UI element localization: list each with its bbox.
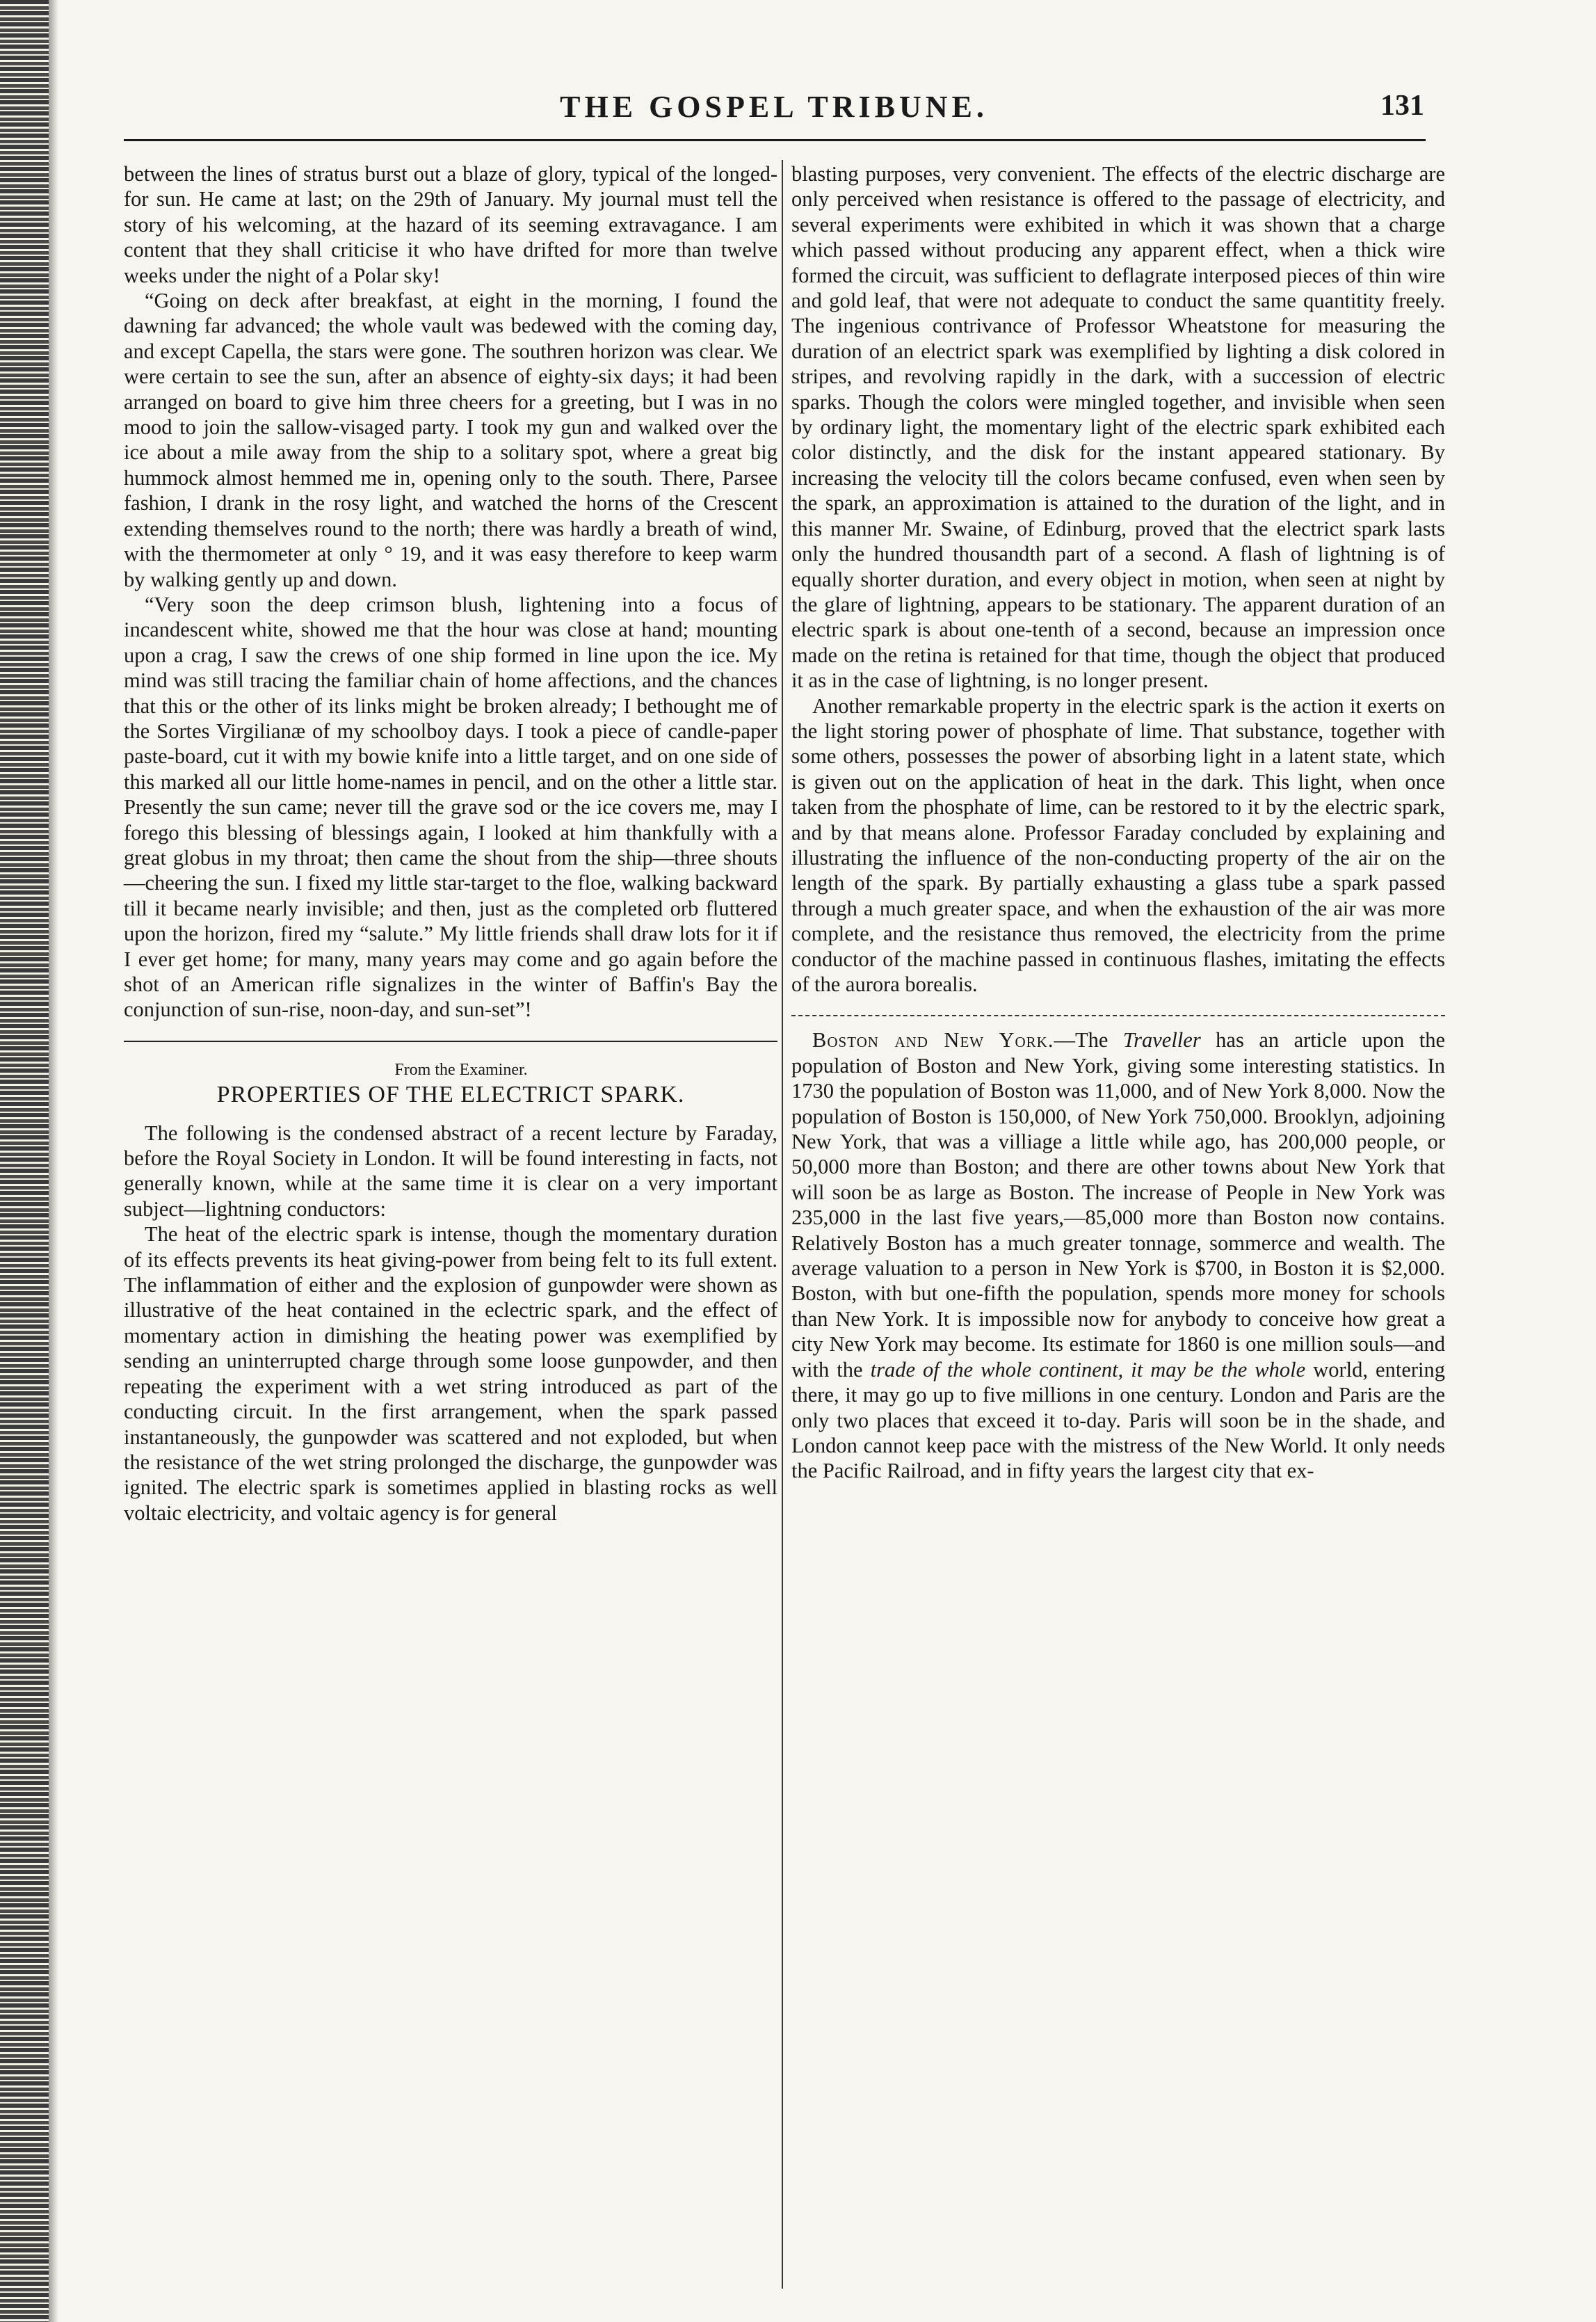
newspaper-name: Traveller [1122, 1028, 1201, 1052]
section-divider [791, 1015, 1445, 1016]
news-item-dash: —The [1054, 1028, 1123, 1052]
column-divider [782, 160, 783, 2289]
news-item-italic-text: trade of the whole continent, it may be the whole [870, 1357, 1306, 1382]
source-attribution: From the Examiner. [394, 1060, 528, 1079]
binding-shadow [49, 0, 58, 2322]
news-item-text-end: world, entering there, it may go up to five millions in one century. London and Paris are the only two places that exceed it to-day. Paris will soon be in the shade, and London cannot keep pace with the mistress of the New World. It only needs the Pacific Railroad, and in fifty years the largest city that ex- [791, 1357, 1445, 1483]
page-header [124, 89, 1424, 131]
paragraph: The following is the condensed abstract of a recent lecture by Faraday, before the Royal Society in London. It will be found interesting in facts, not generally known, while at the same time it is clear on a very important subject—lightning conductors: [124, 1121, 777, 1221]
paragraph: between the lines of stratus burst out a blaze of glory, typical of the longed-for sun. He came at last; on the 29th of January. My journal must tell the story of his welcoming, at the hazard of its seeming extravagance. I am content that they shall criticise it who have drifted for more than twelve weeks under the night of a Polar sky! [124, 162, 777, 287]
left-column [124, 161, 777, 2290]
news-item-boston-new-york [791, 1027, 1445, 1483]
header-rule [124, 139, 1426, 141]
page-number: 131 [1380, 90, 1424, 122]
section-divider [124, 1041, 777, 1042]
paragraph: “Very soon the deep crimson blush, lightening into a focus of incandescent white, showed me that the hour was close at hand; mounting upon a crag, I saw the crews of one ship formed in line upon the ice. My mind was still tracing the familiar chain of home affections, and the chances that this or the other of its links might be broken already; I bethought me of the Sortes Virgilianæ of my schoolboy days. I took a piece of candle-paper paste-board, cut it with my bowie knife into a little target, and on one side of this marked all our little home-names in pencil, and on the other a little star. Presently the sun came; never till the grave sod or the ice covers me, may I forego this blessing of blessings again, I looked at him thankfully with a great globus in my throat; then came the shout from the ship—three shouts—cheering the sun. I fixed my little star-target to the floe, walking backward till it became nearly invisible; and then, just as the completed orb fluttered upon the horizon, fired my “salute.” My little friends shall draw lots for it if I ever get home; for many, many years may come and go again before the shot of an American rifle signalizes in the winter of Baffin's Bay the conjunction of sun-rise, noon-day, and sun-set”! [124, 592, 777, 1022]
right-column [791, 161, 1445, 2290]
paragraph: The heat of the electric spark is intense, though the momentary duration of its effects prevents its heat giving-power from being felt to its full extent. The inflammation of either and the explosion of gunpowder were shown as illustrative of the heat contained in the eclectric spark, and the effect of momentary action in dimishing the heating power was exemplified by sending an uninterrupted charge through some loose gunpowder, and then repeating the experiment with a wet string introduced as part of the conducting circuit. In the first arrangement, when the spark passed instantaneously, the gunpowder was scattered and not exploded, but when the resistance of the wet string prolonged the discharge, the gunpowder was ignited. The electric spark is sometimes applied in blasting rocks as well voltaic electricity, and voltaic agency is for general [124, 1222, 777, 1525]
news-item-text: has an article upon the population of Boston and New York, giving some interesting statistics. In 1730 the population of Boston was 11,000, and of New York 8,000. Now the population of Boston is 150,000, of New York 750,000. Brooklyn, adjoining New York, that was a villiage a little while ago, has 200,000 people, or 50,000 more than Boston; and there are other towns about New York that will soon be as large as Boston. The increase of People in New York was 235,000 in the last five years,—85,000 more than Boston now contains. Relatively Boston has a much greater tonnage, sommerce and wealth. The average valuation to a person in New York is $700, in Boston it is $2,000. Boston, with but one-fifth the population, spends more money for schools than New York. It is impossible now for anybody to conceive how great a city New York may become. Its estimate for 1860 is one million souls—and with the [791, 1028, 1446, 1382]
news-item-heading: Boston and New York. [812, 1028, 1054, 1052]
book-binding-edge [0, 0, 49, 2322]
paragraph: blasting purposes, very convenient. The effects of the electric discharge are only perceived when resistance is offered to the passage of electricity, and several experiments were exhibited in which it was shown that a charge which passed without producing any apparent effect, when a thick wire formed the circuit, was sufficient to deflagrate interposed pieces of thin wire and gold leaf, that were not adequate to conduct the same quantitity freely. The ingenious contrivance of Professor Wheatstone for measuring the duration of an electrict spark was exemplified by lighting a disk colored in stripes, and revolving rapidly in the dark, with a succession of electric sparks. Though the colors were mingled together, and invisible when seen by ordinary light, the momentary light of the electric spark exhibited each color distinctly, and the disk for the instant appeared stationary. By increasing the velocity till the colors became confused, even when seen by the spark, an approximation is attained to the duration of the light, and in this manner Mr. Swaine, of Edinburg, proved that the electrict spark lasts only the hundred thousandth part of a second. A flash of lightning is of equally shorter duration, and every object in motion, when seen at night by the glare of lightning, appears to be stationary. The apparent duration of an electric spark is about one-tenth of a second, because an impression once made on the retina is retained for that time, though the object that produced it as in the case of lightning, is no longer present. [791, 162, 1445, 693]
running-title: THE GOSPEL TRIBUNE. [560, 90, 988, 124]
paragraph: “Going on deck after breakfast, at eight in the morning, I found the dawning far advanced; the whole vault was bedewed with the coming day, and except Capella, the stars were gone. The southren horizon was clear. We were certain to see the sun, after an absence of eighty-six days; it had been arranged on board to give him three cheers for a greeting, but I was in no mood to join the sallow-visaged party. I took my gun and walked over the ice about a mile away from the ship to a solitary spot, where a great big hummock almost hemmed me in, opening only to the south. There, Parsee fashion, I drank in the rosy light, and watched the horns of the Crescent extending themselves round to the north; there was hardly a breath of wind, with the thermometer at only ° 19, and it was easy therefore to keep warm by walking gently up and down. [124, 289, 777, 591]
article-title: PROPERTIES OF THE ELECTRICT SPARK. [216, 1082, 685, 1108]
paragraph: Another remarkable property in the electric spark is the action it exerts on the light storing power of phosphate of lime. That substance, together with some others, possesses the power of absorbing light in a latent state, which is given out on the application of heat in the dark. This light, when once taken from the phosphate of lime, can be restored to it by the electric spark, and by that means alone. Professor Faraday concluded by explaining and illustrating the influence of the non-conducting property of the air on the length of the spark. By partially exhausting a glass tube a spark passed through a much greater space, and when the exhaustion of the air was more complete, and the resistance thus removed, the electricity from the prime conductor of the machine passed in continuous flashes, imitating the effects of the aurora borealis. [791, 694, 1445, 996]
